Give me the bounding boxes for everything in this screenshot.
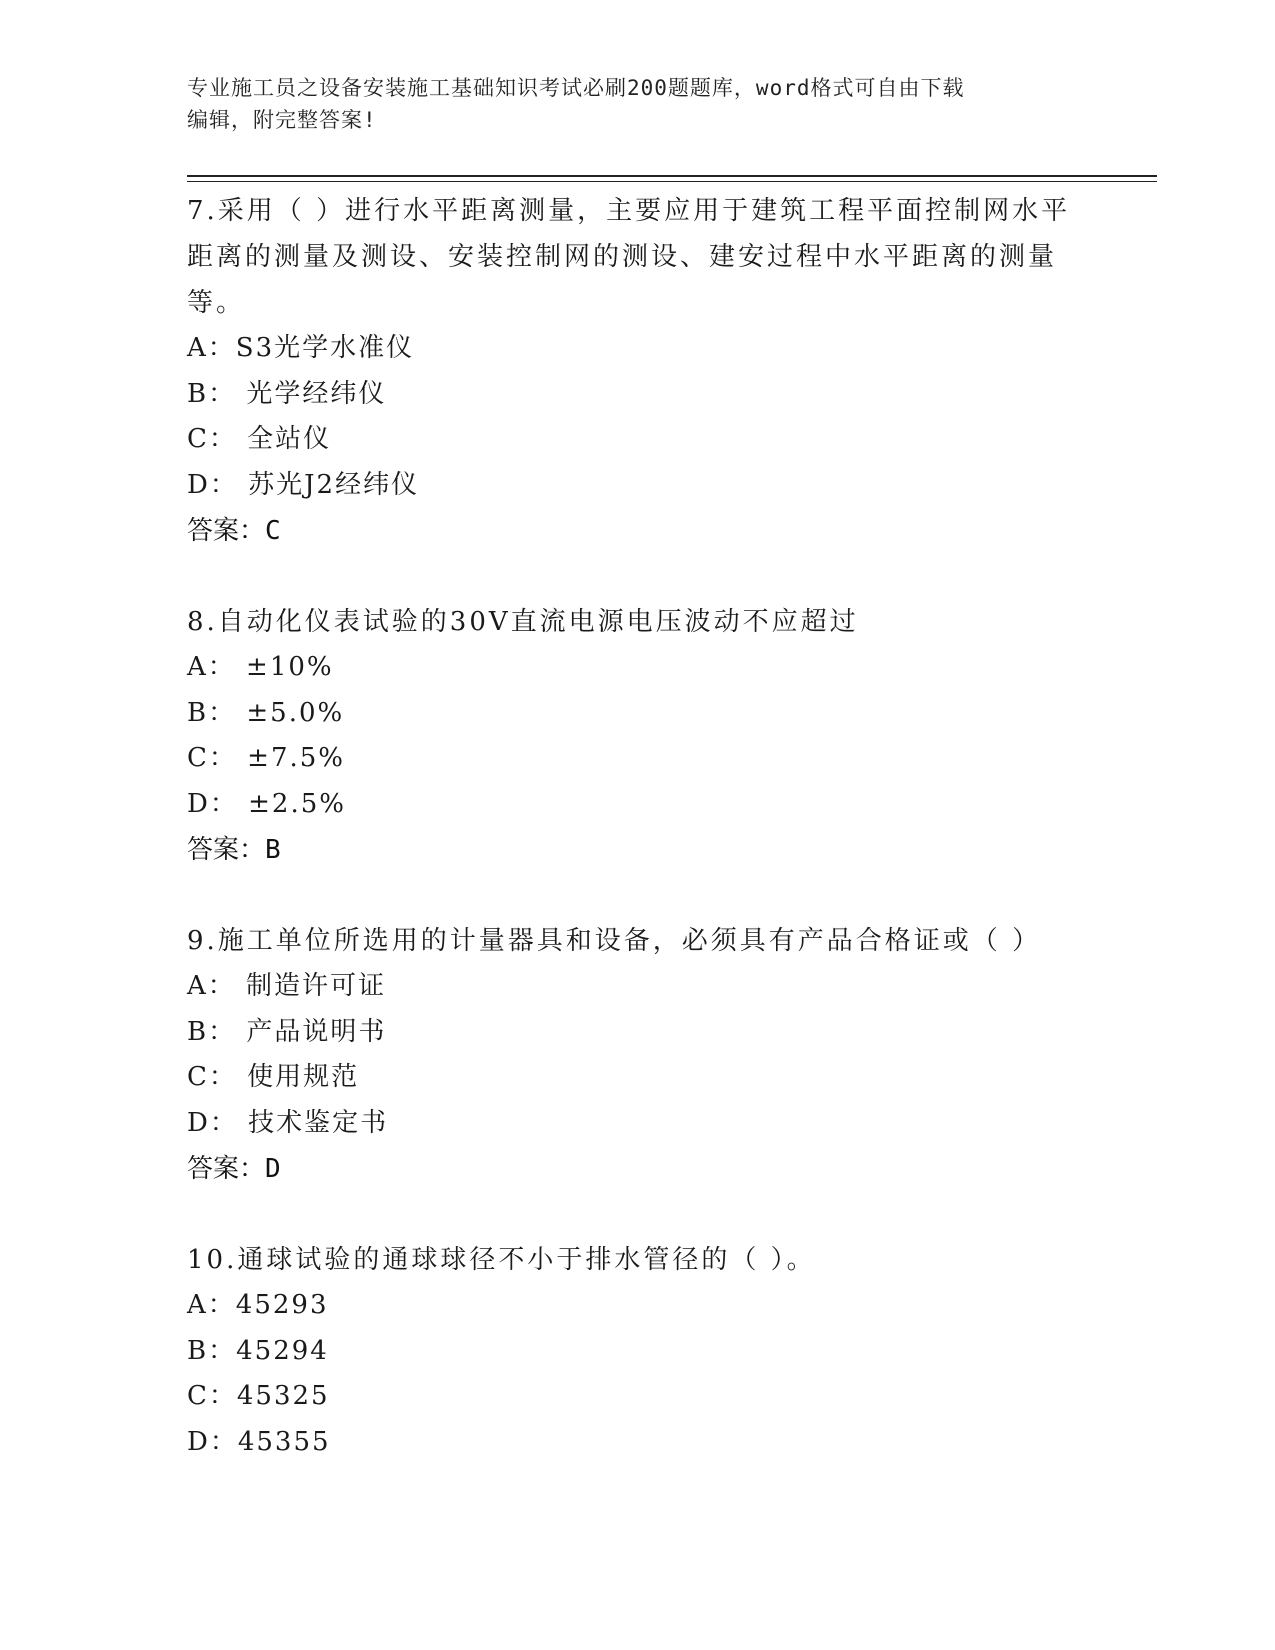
- header-line-2: 编辑，附完整答案!: [187, 108, 377, 132]
- question-text-line: 9.施工单位所选用的计量器具和设备，必须具有产品合格证或（ ）: [187, 926, 1042, 956]
- option-a: A： 制造许可证: [187, 971, 387, 1001]
- header-rule-thick: [187, 175, 1157, 177]
- question-text: [187, 188, 1087, 326]
- option-a: A：45293: [187, 1290, 329, 1320]
- question-text-line: 距离的测量及测设、安装控制网的测设、建安过程中水平距离的测量: [187, 242, 1058, 272]
- option-d: D： ±2.5%: [187, 788, 346, 819]
- question-item: [187, 599, 1087, 873]
- question-item: [187, 1237, 1087, 1465]
- answer-line: 答案：B: [187, 835, 281, 865]
- option-d: D： 技术鉴定书: [187, 1107, 389, 1138]
- option-c: C： ±7.5%: [187, 743, 345, 773]
- question-list: [187, 188, 1087, 1465]
- question-item: [187, 918, 1087, 1192]
- question-text: [187, 918, 1087, 964]
- answer-line: 答案：D: [187, 1154, 281, 1184]
- option-d: D：45355: [187, 1426, 331, 1457]
- option-c: C： 全站仪: [187, 424, 332, 454]
- question-text: [187, 599, 1087, 645]
- option-c: C： 使用规范: [187, 1062, 360, 1092]
- question-spacer: [187, 1192, 1087, 1237]
- option-b: B： ±5.0%: [187, 697, 345, 728]
- header-rule-thin: [187, 181, 1157, 182]
- answer-line: 答案：C: [187, 516, 281, 546]
- header-line-1: 专业施工员之设备安装施工基础知识考试必刷200题题库，word格式可自由下载: [187, 76, 965, 100]
- question-text-line: 等。: [187, 288, 246, 318]
- option-a: A： ±10%: [187, 652, 334, 682]
- option-b: B： 产品说明书: [187, 1016, 387, 1047]
- question-text-line: 10.通球试验的通球球径不小于排水管径的（ ）。: [187, 1245, 816, 1275]
- option-b: B：45294: [187, 1335, 329, 1366]
- question-text-line: 8.自动化仪表试验的30V直流电源电压波动不应超过: [187, 607, 859, 637]
- question-text-line: 7.采用（ ）进行水平距离测量，主要应用于建筑工程平面控制网水平: [187, 196, 1071, 226]
- question-item: [187, 188, 1087, 554]
- question-spacer: [187, 554, 1087, 599]
- question-spacer: [187, 873, 1087, 918]
- document-header: [187, 72, 1087, 136]
- option-c: C：45325: [187, 1381, 330, 1411]
- question-text: [187, 1237, 1087, 1283]
- option-a: A：S3光学水准仪: [187, 333, 415, 363]
- option-d: D： 苏光J2经纬仪: [187, 469, 420, 500]
- option-b: B： 光学经纬仪: [187, 378, 387, 409]
